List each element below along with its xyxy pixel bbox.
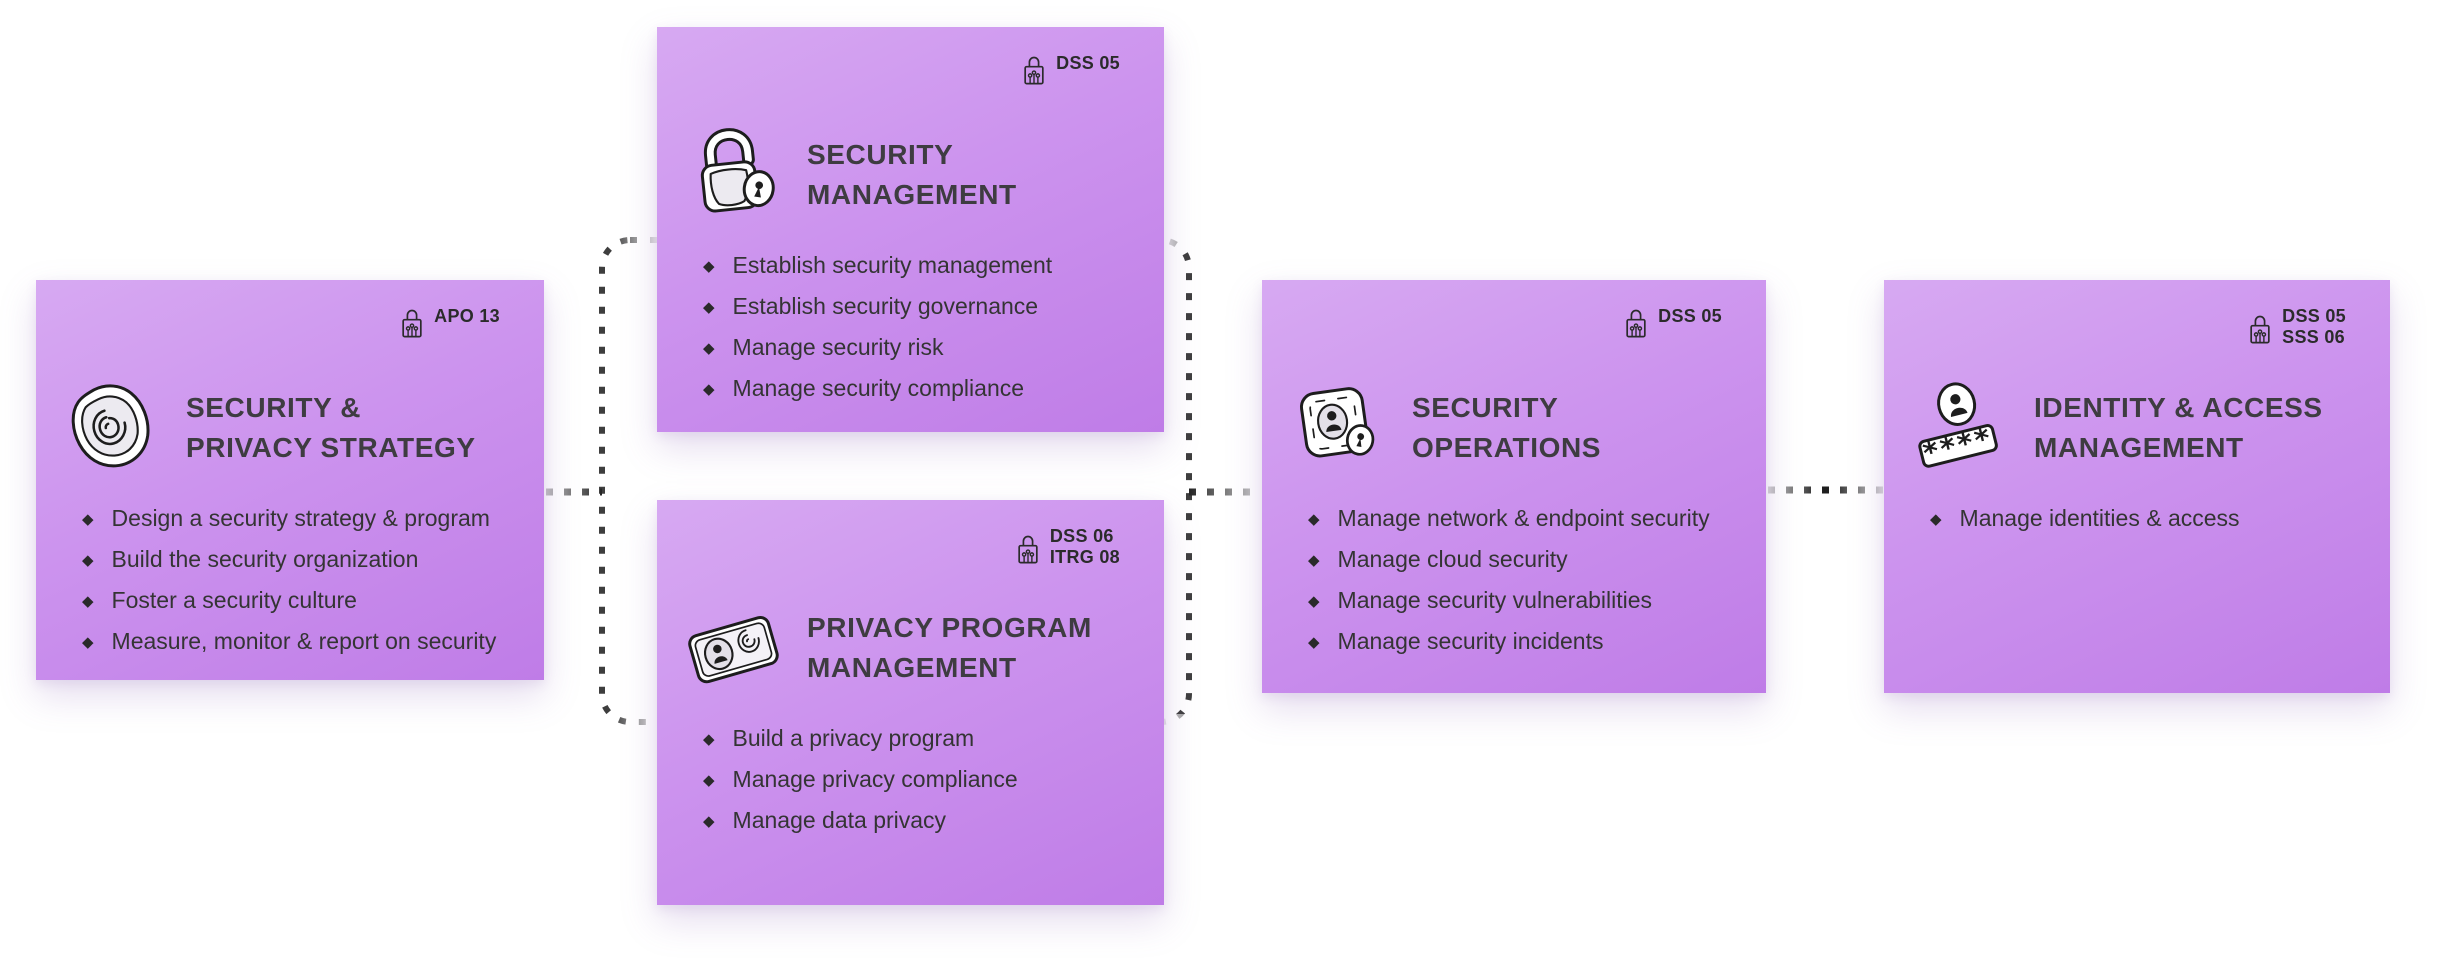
bullet-text: Manage security risk	[732, 334, 944, 360]
bullet-text: Measure, monitor & report on security	[111, 628, 497, 654]
bullet-list	[1308, 498, 1752, 662]
bullet-text: Manage network & endpoint security	[1337, 505, 1710, 531]
diamond-bullet-icon: ◆	[1308, 592, 1320, 610]
circuit-lock-icon	[2248, 312, 2272, 345]
card-security-operations	[1262, 280, 1766, 693]
padlocks-icon	[677, 124, 789, 226]
bullet-item	[703, 327, 1150, 368]
diamond-bullet-icon: ◆	[82, 633, 94, 651]
privacy-id-card-icon	[677, 597, 789, 699]
bullet-item	[703, 368, 1150, 409]
circuit-lock-icon	[1016, 532, 1040, 565]
diamond-bullet-icon: ◆	[1308, 551, 1320, 569]
card-header	[1282, 378, 1746, 478]
card-title-line: OPERATIONS	[1412, 432, 1602, 463]
bullet-item	[703, 718, 1150, 759]
framework-badge	[1016, 526, 1120, 568]
badge-codes	[434, 306, 500, 327]
card-title-line: MANAGEMENT	[2034, 432, 2244, 463]
bullet-text: Manage cloud security	[1337, 546, 1568, 572]
bullet-item	[703, 245, 1150, 286]
diamond-bullet-icon: ◆	[703, 812, 715, 830]
diamond-bullet-icon: ◆	[1930, 510, 1942, 528]
bullet-list	[703, 718, 1150, 841]
circuit-lock-icon	[1022, 53, 1046, 86]
bullet-list	[1930, 498, 2376, 539]
bullet-text: Manage data privacy	[732, 807, 947, 833]
bullet-item	[1308, 539, 1752, 580]
circuit-lock-icon	[1624, 306, 1648, 339]
bullet-item	[1308, 498, 1752, 539]
bullet-item	[703, 286, 1150, 327]
card-title-line: SECURITY	[807, 139, 954, 170]
bullet-text: Build the security organization	[111, 546, 419, 572]
badge-codes	[1658, 306, 1722, 327]
diamond-bullet-icon: ◆	[1308, 633, 1320, 651]
bullet-item	[703, 800, 1150, 841]
bullet-text: Design a security strategy & program	[111, 505, 490, 531]
card-title-line: MANAGEMENT	[807, 652, 1017, 683]
diamond-bullet-icon: ◆	[703, 257, 715, 275]
bullet-text: Manage security vulnerabilities	[1337, 587, 1653, 613]
bullet-text: Manage privacy compliance	[732, 766, 1018, 792]
framework-badge	[1022, 53, 1120, 86]
card-title-line: SECURITY &	[186, 392, 362, 423]
framework-badge	[1624, 306, 1722, 339]
card-header	[1904, 378, 2370, 478]
bullet-text: Establish security management	[732, 252, 1053, 278]
bullet-text: Establish security governance	[732, 293, 1039, 319]
bullet-item	[82, 498, 530, 539]
diamond-bullet-icon: ◆	[703, 771, 715, 789]
bullet-item	[82, 580, 530, 621]
diamond-bullet-icon: ◆	[1308, 510, 1320, 528]
circuit-lock-icon	[400, 306, 424, 339]
card-title	[2034, 388, 2323, 468]
card-security-management	[657, 27, 1164, 432]
diamond-bullet-icon: ◆	[703, 730, 715, 748]
card-title-line: IDENTITY & ACCESS	[2034, 392, 2323, 423]
card-header	[677, 598, 1144, 698]
badge-code: DSS 05	[1056, 53, 1120, 73]
bullet-text: Build a privacy program	[732, 725, 975, 751]
bullet-text: Manage identities & access	[1959, 505, 2240, 531]
card-title-line: PRIVACY STRATEGY	[186, 432, 476, 463]
identity-password-icon	[1904, 377, 2016, 479]
badge-code: SSS 06	[2282, 327, 2345, 347]
card-title	[807, 135, 1017, 215]
badge-code: DSS 05	[1658, 306, 1722, 326]
card-title	[807, 608, 1092, 688]
secure-account-icon	[1282, 377, 1394, 479]
bullet-text: Manage security incidents	[1337, 628, 1604, 654]
diamond-bullet-icon: ◆	[703, 380, 715, 398]
card-title	[186, 388, 476, 468]
diamond-bullet-icon: ◆	[82, 592, 94, 610]
badge-codes	[1050, 526, 1120, 568]
card-title-line: PRIVACY PROGRAM	[807, 612, 1092, 643]
card-title-line: MANAGEMENT	[807, 179, 1017, 210]
card-identity-access-management	[1884, 280, 2390, 693]
bullet-item	[82, 621, 530, 662]
card-security-privacy-strategy	[36, 280, 544, 680]
badge-code: DSS 06	[1049, 526, 1114, 546]
bullet-item	[1308, 621, 1752, 662]
badge-codes	[1056, 53, 1120, 74]
bullet-text: Manage security compliance	[732, 375, 1025, 401]
card-header	[56, 378, 524, 478]
card-title	[1412, 388, 1601, 468]
bullet-item	[1930, 498, 2376, 539]
card-privacy-program-management	[657, 500, 1164, 905]
bullet-list	[703, 245, 1150, 409]
framework-badge	[2248, 306, 2346, 348]
badge-codes	[2282, 306, 2346, 348]
diamond-bullet-icon: ◆	[82, 510, 94, 528]
badge-code: ITRG 08	[1049, 547, 1120, 567]
bullet-list	[82, 498, 530, 662]
bullet-item	[82, 539, 530, 580]
card-title-line: SECURITY	[1412, 392, 1559, 423]
badge-code: APO 13	[434, 306, 500, 326]
badge-code: DSS 05	[2282, 306, 2346, 326]
bullet-item	[1308, 580, 1752, 621]
framework-badge	[400, 306, 500, 339]
diamond-bullet-icon: ◆	[703, 298, 715, 316]
card-header	[677, 125, 1144, 225]
bullet-text: Foster a security culture	[111, 587, 357, 613]
bullet-item	[703, 759, 1150, 800]
fingerprint-shield-icon	[56, 377, 168, 479]
diamond-bullet-icon: ◆	[703, 339, 715, 357]
diamond-bullet-icon: ◆	[82, 551, 94, 569]
